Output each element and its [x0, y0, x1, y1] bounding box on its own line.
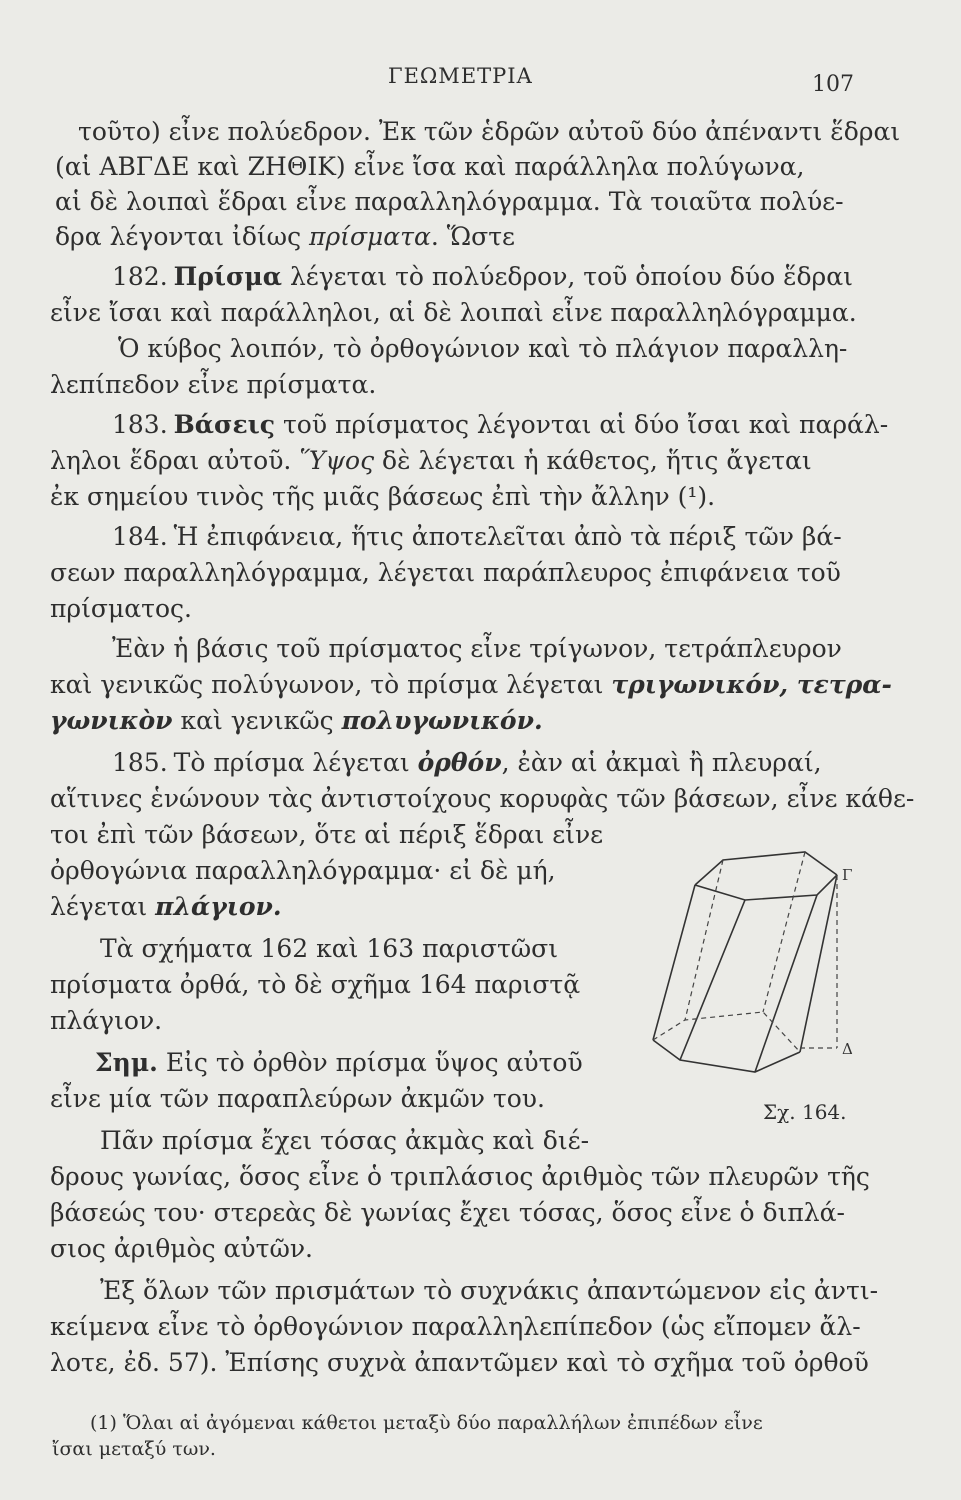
- page-header: [0, 64, 961, 104]
- defined-term: Πρίσμα: [173, 262, 282, 291]
- defined-term: γωνικὸν: [50, 706, 173, 735]
- text-line: Ἐξ ὅλων τῶν πρισμάτων τὸ συχνάκις ἀπαντώμενον εἰς ἀντι-: [100, 1276, 879, 1305]
- text-line: δρα λέγονται ἰδίως πρίσματα. Ὥστε: [55, 222, 516, 251]
- text-line: ὀρθογώνια παραλληλόγραμμα· εἰ δὲ μή,: [50, 856, 556, 885]
- defined-term: πρίσματα: [309, 222, 431, 251]
- section-number: 185.: [112, 748, 168, 777]
- footnote: (1) Ὅλαι αἱ ἀγόμεναι κάθετοι μεταξὺ δύο παραλλήλων ἐπιπέδων εἶνε: [90, 1412, 763, 1434]
- section-number: 182.: [112, 262, 168, 291]
- text-line: λεπίπεδον εἶνε πρίσματα.: [50, 370, 377, 399]
- section-184: 184. Ἡ ἐπιφάνεια, ἥτις ἀποτελεῖται ἀπὸ τὰ πέριξ τῶν βά-: [112, 522, 842, 551]
- text-line: αἵτινες ἑνώνουν τὰς ἀντιστοίχους κορυφὰς τῶν βάσεων, εἶνε κάθε-: [50, 784, 915, 813]
- text-line: εἶνε ἴσαι καὶ παράλληλοι, αἱ δὲ λοιπαὶ εἶνε παραλληλόγραμμα.: [50, 298, 857, 327]
- text-line: Πᾶν πρίσμα ἔχει τόσας ἀκμὰς καὶ διέ-: [100, 1126, 590, 1155]
- section-183: 183. Βάσεις τοῦ πρίσματος λέγονται αἱ δύο ἴσαι καὶ παράλ-: [112, 410, 889, 439]
- section-number: 183.: [112, 410, 168, 439]
- text-line: λέγεται πλάγιον.: [50, 892, 282, 921]
- text-line: τοι ἐπὶ τῶν βάσεων, ὅτε αἱ πέριξ ἕδραι εἶνε: [50, 820, 604, 849]
- note-label: Σημ.: [95, 1048, 158, 1077]
- text-line: ληλοι ἕδραι αὐτοῦ. Ὕψος δὲ λέγεται ἡ κάθετος, ἥτις ἄγεται: [50, 446, 812, 475]
- defined-term: πολυγωνικόν.: [341, 706, 543, 735]
- text-line: Τὰ σχήματα 162 καὶ 163 παριστῶσι: [100, 934, 559, 963]
- vertex-label: Δ: [842, 1040, 853, 1058]
- text-line: Ἐὰν ἡ βάσις τοῦ πρίσματος εἶνε τρίγωνον, τετράπλευρον: [112, 634, 842, 663]
- defined-term: Βάσεις: [173, 410, 275, 439]
- text-line: αἱ δὲ λοιπαὶ ἕδραι εἶνε παραλληλόγραμμα. Τὰ τοιαῦτα πολύε-: [55, 187, 844, 216]
- prism-hidden-edges: [653, 852, 837, 1052]
- text-line: γωνικὸν καὶ γενικῶς πολυγωνικόν.: [50, 706, 543, 735]
- prism-visible-edges: [653, 852, 837, 1072]
- text-line: βάσεώς του· στερεὰς δὲ γωνίας ἔχει τόσας, ὅσος εἶνε ὁ διπλά-: [50, 1198, 845, 1227]
- section-185: 185. Τὸ πρίσμα λέγεται ὀρθόν, ἐὰν αἱ ἀκμαὶ ἢ πλευραί,: [112, 748, 822, 777]
- text-line: καὶ γενικῶς πολύγωνον, τὸ πρίσμα λέγεται τριγωνικόν, τετρα-: [50, 670, 892, 699]
- section-number: 184.: [112, 522, 168, 551]
- note-line: Σημ. Εἰς τὸ ὀρθὸν πρίσμα ὕψος αὐτοῦ: [95, 1048, 583, 1077]
- text-line: σεων παραλληλόγραμμα, λέγεται παράπλευρος ἐπιφάνεια τοῦ: [50, 558, 841, 587]
- figure-caption: Σχ. 164.: [763, 1100, 847, 1124]
- text-line: δρους γωνίας, ὅσος εἶνε ὁ τριπλάσιος ἀριθμὸς τῶν πλευρῶν τῆς: [50, 1162, 870, 1191]
- footnote: ἴσαι μεταξύ των.: [52, 1438, 216, 1460]
- text-line: τοῦτο) εἶνε πολύεδρον. Ἐκ τῶν ἑδρῶν αὐτοῦ δύο ἀπέναντι ἕδραι: [78, 117, 901, 146]
- text-line: Ὁ κύβος λοιπόν, τὸ ὀρθογώνιον καὶ τὸ πλάγιον παραλλη-: [118, 334, 848, 363]
- defined-term: ὀρθόν: [417, 748, 502, 777]
- page-number: 107: [812, 72, 854, 97]
- text-line: σιος ἀριθμὸς αὐτῶν.: [50, 1234, 313, 1263]
- text-line: ἐκ σημείου τινὸς τῆς μιᾶς βάσεως ἐπὶ τὴν ἄλλην (¹).: [50, 482, 716, 511]
- text-line: λοτε, ἐδ. 57). Ἐπίσης συχνὰ ἀπαντῶμεν καὶ τὸ σχῆμα τοῦ ὀρθοῦ: [50, 1348, 869, 1377]
- defined-term: πλάγιον.: [155, 892, 282, 921]
- defined-term: τριγωνικόν, τετρα-: [611, 670, 892, 699]
- text-line: πρίσματος.: [50, 594, 192, 623]
- text-line: πρίσματα ὀρθά, τὸ δὲ σχῆμα 164 παριστᾷ: [50, 970, 581, 999]
- defined-term: Ὕψος: [299, 446, 375, 475]
- section-182: 182. Πρίσμα λέγεται τὸ πολύεδρον, τοῦ ὁποίου δύο ἕδραι: [112, 262, 853, 291]
- text-line: εἶνε μία τῶν παραπλεύρων ἀκμῶν του.: [50, 1084, 545, 1113]
- running-title: ΓΕΩΜΕΤΡΙΑ: [388, 64, 533, 88]
- prism-figure: [645, 840, 855, 1090]
- vertex-label: Γ: [842, 866, 853, 884]
- text-line: (αἱ ΑΒΓΔΕ καὶ ΖΗΘΙΚ) εἶνε ἴσα καὶ παράλληλα πολύγωνα,: [55, 152, 805, 181]
- text-line: κείμενα εἶνε τὸ ὀρθογώνιον παραλληλεπίπεδον (ὡς εἴπομεν ἄλ-: [50, 1312, 861, 1341]
- text-line: πλάγιον.: [50, 1006, 163, 1035]
